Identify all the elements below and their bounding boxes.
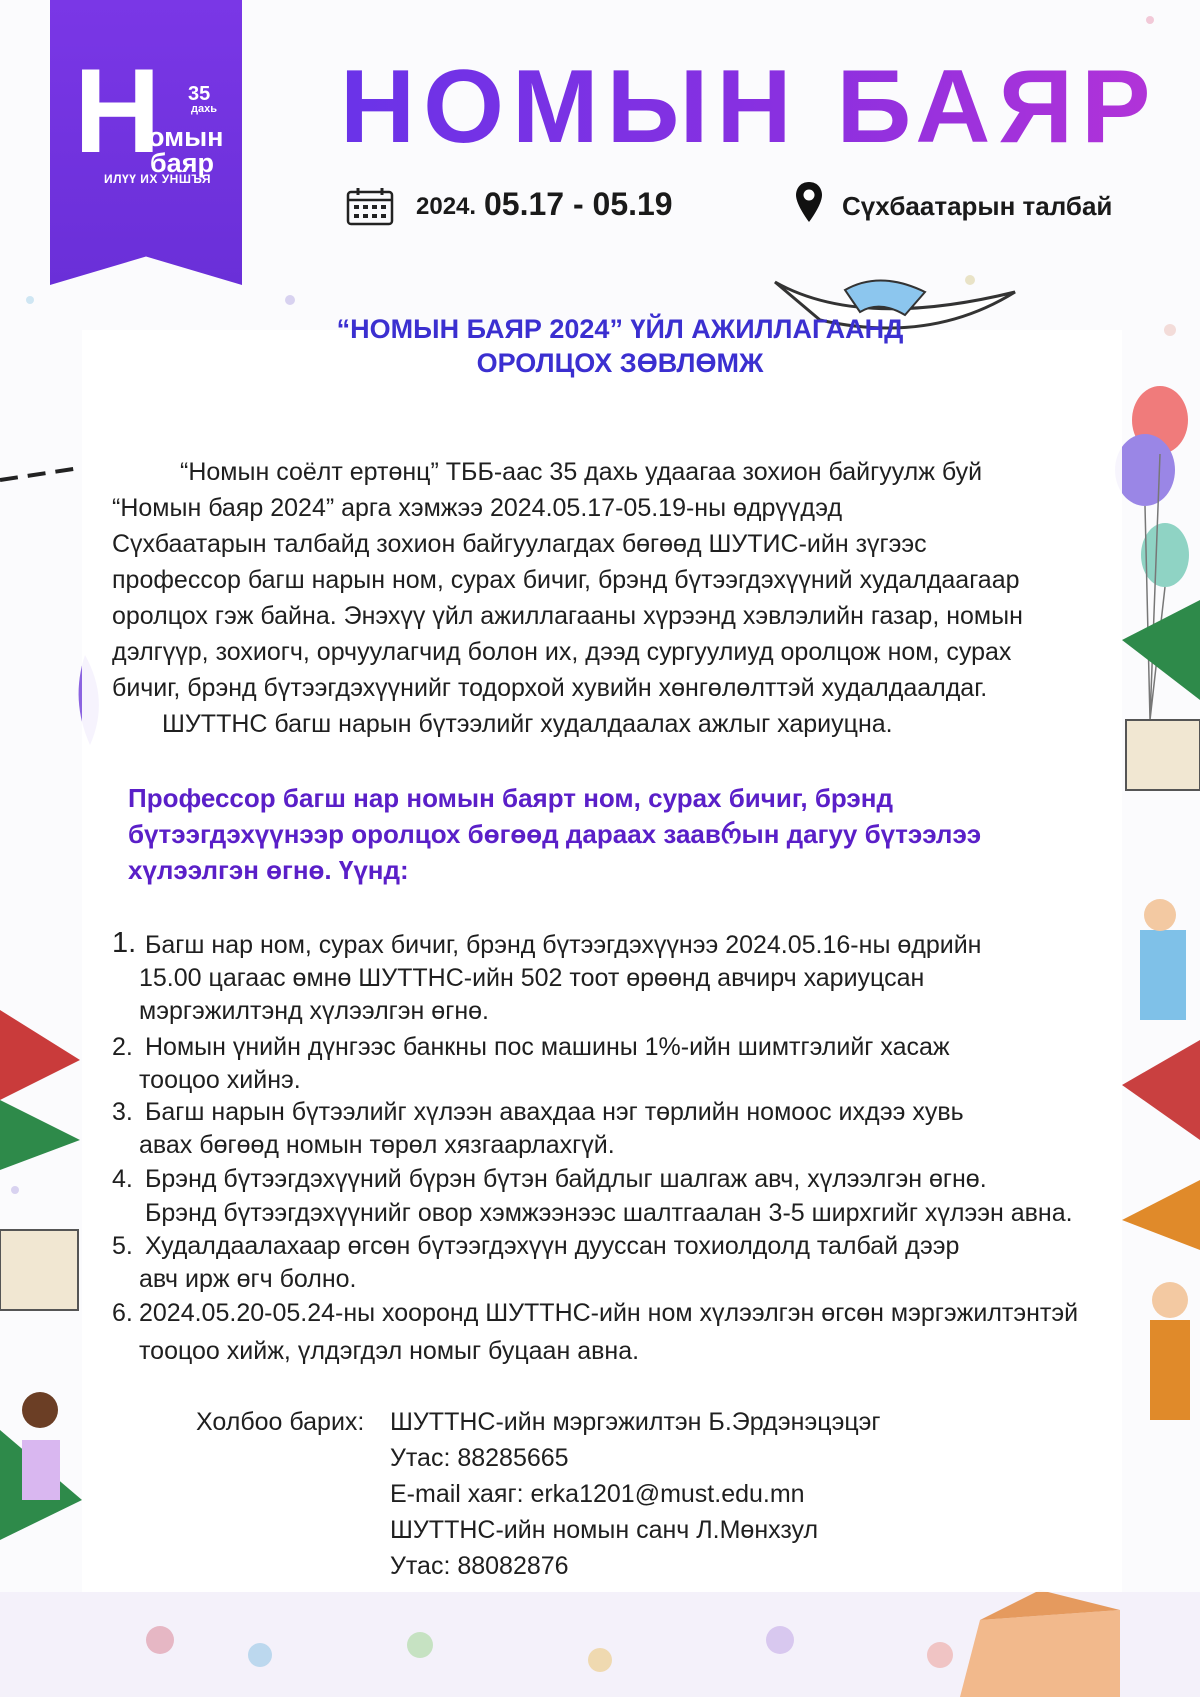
list-item-line: 2024.05.20-05.24-ны хооронд ШУТТНС-ийн ном хүлээлгэн өгсөн мэргэжилтэнтэй <box>139 1299 1079 1327</box>
logo-anniversary-number: 35 <box>188 83 211 105</box>
instruction-heading-line: хүлээлгэн өгнө. Үүнд: <box>128 855 409 885</box>
document-subtitle <box>260 312 980 380</box>
list-item-line: Худалдаалахаар өгсөн бүтээгдэхүүн дууссан тохиолдолд талбай дээр <box>145 1232 960 1260</box>
list-item-number: 3. <box>112 1098 133 1126</box>
date-year: 2024. <box>416 193 477 220</box>
intro-line: “Номын соёлт ертөнц” ТББ-аас 35 дахь удаагаа зохион байгуулж буй <box>180 458 983 486</box>
logo-word-2: баяр <box>150 148 214 178</box>
right-tents <box>1122 600 1200 1420</box>
intro-line: “Номын баяр 2024” арга хэмжээ 2024.05.17-05.19-ны өдрүүдэд <box>112 494 843 522</box>
subtitle-line-2: ОРОЛЦОХ ЗӨВЛӨМЖ <box>476 348 764 378</box>
list-item-number: 5. <box>112 1232 133 1260</box>
contact-label: Холбоо барих: <box>196 1408 365 1436</box>
list-item-line: Номын үнийн дүнгээс банкны пос машины 1%-ийн шимтгэлийг хасаж <box>145 1033 950 1061</box>
left-tents <box>0 1010 82 1540</box>
list-item-line: тооцоо хийнэ. <box>139 1066 301 1094</box>
date-range: 05.17 - 05.19 <box>484 186 673 222</box>
contact-phone-1: Утас: 88285665 <box>390 1444 569 1472</box>
list-item-line: Брэнд бүтээгдэхүүнийг овор хэмжээнээс шалтгаалан 3-5 ширхгийг хүлээн авна. <box>145 1199 1073 1227</box>
event-location: Сүхбаатарын талбай <box>842 191 1113 221</box>
dashed-line <box>0 468 80 480</box>
logo-anniversary-label: дахь <box>191 103 217 115</box>
contact-email: E-mail хаяг: erka1201@must.edu.mn <box>390 1480 805 1508</box>
intro-line: Сүхбаатарын талбайд зохион байгуулагдах бөгөөд ШУТИС-ийн зүгээс <box>112 530 927 558</box>
list-item-number: 6. <box>112 1299 133 1327</box>
list-item-line: мэргэжилтэнд хүлээлгэн өгнө. <box>139 997 489 1025</box>
logo-letter: Н <box>74 44 161 178</box>
bottom-crowd-illustration <box>0 1590 1200 1697</box>
list-item-line: тооцоо хийж, үлдэгдэл номыг буцаан авна. <box>139 1337 640 1365</box>
instruction-heading <box>128 780 1058 888</box>
page-title: НОМЫН БАЯР <box>340 49 1159 165</box>
list-item-line: Багш нарын бүтээлийг хүлээн авахдаа нэг төрлийн номоос ихдээ хувь <box>145 1098 964 1126</box>
intro-line: профессор багш нарын ном, сурах бичиг, брэнд бүтээгдэхүүний худалдаагаар <box>112 566 1020 594</box>
map-pin-icon <box>794 180 824 224</box>
subtitle-line-1: “НОМЫН БАЯР 2024” ҮЙЛ АЖИЛЛАГААНД <box>336 314 904 344</box>
list-item-number: 4. <box>112 1165 133 1193</box>
intro-line: бичиг, брэнд бүтээгдэхүүнийг тодорхой хувийн хөнгөлөлттэй худалдаалдаг. <box>112 674 988 702</box>
list-item-line: авах бөгөөд номын төрөл хязгаарлахгүй. <box>139 1131 615 1159</box>
list-item-number: 2. <box>112 1033 133 1061</box>
calendar-icon <box>346 186 394 226</box>
list-item-line: 15.00 цагаас өмнө ШУТТНС-ийн 502 тоот өрөөнд авчирч хариуцсан <box>139 964 925 992</box>
responsibility-line: ШУТТНС багш нарын бүтээлийг худалдаалах ажлыг хариуцна. <box>162 710 893 738</box>
list-item-number: 1. <box>112 927 137 959</box>
list-item-line: Брэнд бүтээгдэхүүний бүрэн бүтэн байдлыг шалгаж авч, хүлээлгэн өгнө. <box>145 1165 987 1193</box>
instruction-heading-line: Профессор багш нар номын баярт ном, сурах бичиг, брэнд <box>128 783 893 813</box>
contact-person-1: ШУТТНС-ийн мэргэжилтэн Б.Эрдэнэцэцэг <box>390 1408 881 1436</box>
contact-person-2: ШУТТНС-ийн номын санч Л.Мөнхзул <box>390 1516 819 1544</box>
list-item-line: Багш нар ном, сурах бичиг, брэнд бүтээгдэхүүнээ 2024.05.16-ны өдрийн <box>145 931 982 959</box>
instruction-heading-line: бүтээгдэхүүнээр оролцох бөгөөд дараах заавრын дагуу бүтээлээ <box>128 819 982 849</box>
intro-line: оролцох гэж байна. Энэхүү үйл ажиллагааны хүрээнд хэвлэлийн газар, номын <box>112 602 1023 630</box>
intro-line: дэлгүүр, зохиогч, орчуулагчид болон их, дээд сургуулиуд оролцож ном, сурах <box>112 638 1012 666</box>
list-item-line: авч ирж өгч болно. <box>139 1265 357 1293</box>
logo-slogan: ИЛҮҮ ИХ УНШЪЯ <box>104 172 211 186</box>
logo-word-1: омын <box>148 122 224 152</box>
contact-phone-2: Утас: 88082876 <box>390 1552 569 1580</box>
